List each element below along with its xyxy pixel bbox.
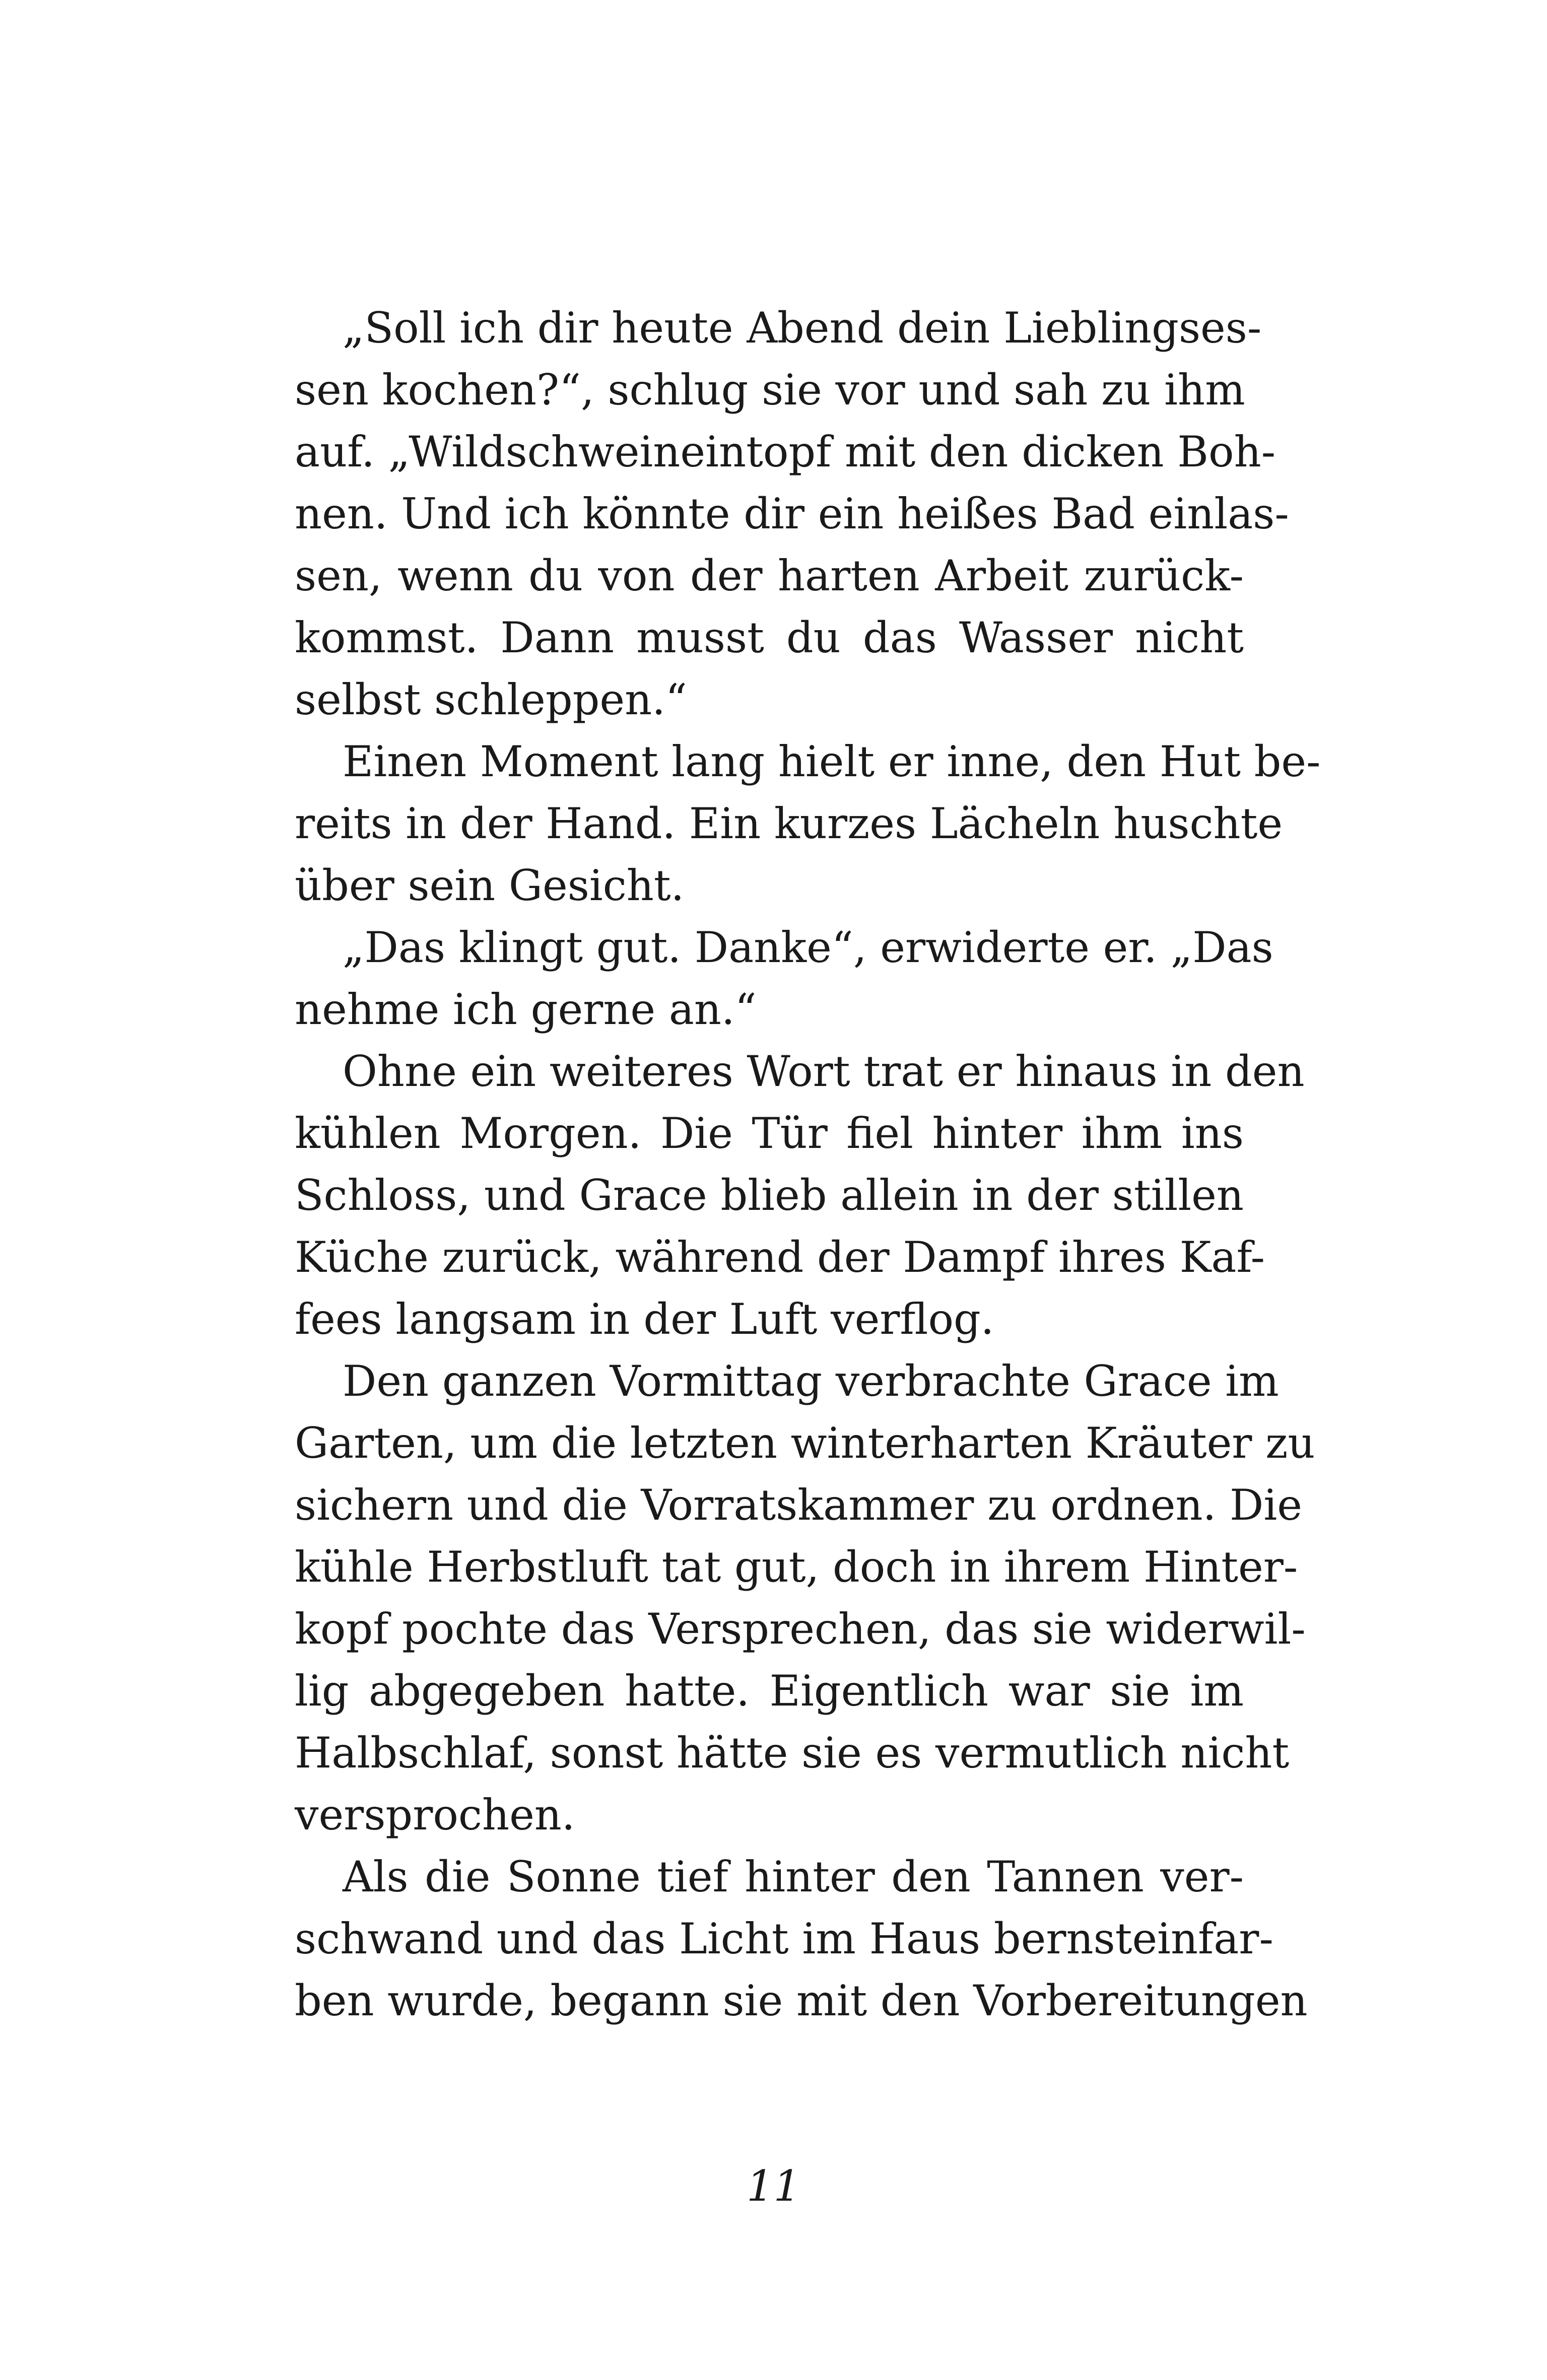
text-line: kommst. Dann musst du das Wasser nicht <box>295 613 1244 662</box>
text-line: Garten, um die letzten winterharten Kräuter zu <box>295 1418 1315 1468</box>
text-line: schwand und das Licht im Haus bernsteinfar- <box>295 1914 1273 1963</box>
text-line: kühle Herbstluft tat gut, doch in ihrem Hinter- <box>295 1542 1298 1592</box>
text-line: Halbschlaf, sonst hätte sie es vermutlich nicht <box>295 1728 1290 1778</box>
text-line: „Das klingt gut. Danke“, erwiderte er. „Das <box>343 923 1273 972</box>
text-line: Ohne ein weiteres Wort trat er hinaus in den <box>343 1047 1305 1096</box>
text-line: reits in der Hand. Ein kurzes Lächeln huschte <box>295 799 1283 848</box>
page-number: 11 <box>747 2161 800 2211</box>
text-line: fees langsam in der Luft verflog. <box>295 1295 994 1344</box>
text-line: über sein Gesicht. <box>295 861 685 910</box>
text-line: „Soll ich dir heute Abend dein Lieblingses- <box>343 303 1262 353</box>
text-line: lig abgegeben hatte. Eigentlich war sie im <box>295 1666 1244 1716</box>
text-line: Schloss, und Grace blieb allein in der stillen <box>295 1171 1244 1220</box>
text-line: ben wurde, begann sie mit den Vorbereitungen <box>295 1976 1308 2025</box>
text-line: nehme ich gerne an.“ <box>295 985 757 1034</box>
body-text <box>295 297 1321 2032</box>
text-line: Als die Sonne tief hinter den Tannen ver- <box>343 1852 1244 1901</box>
text-line: Einen Moment lang hielt er inne, den Hut be- <box>343 737 1321 786</box>
text-line: versprochen. <box>295 1790 575 1840</box>
text-line: auf. „Wildschweineintopf mit den dicken Boh- <box>295 427 1276 477</box>
text-line: sen kochen?“, schlug sie vor und sah zu ihm <box>295 365 1245 415</box>
text-line: kühlen Morgen. Die Tür fiel hinter ihm ins <box>295 1109 1244 1158</box>
text-line: Den ganzen Vormittag verbrachte Grace im <box>343 1356 1279 1406</box>
text-line: sen, wenn du von der harten Arbeit zurück- <box>295 551 1244 600</box>
text-line: nen. Und ich könnte dir ein heißes Bad einlas- <box>295 489 1289 538</box>
text-line: Küche zurück, während der Dampf ihres Kaf- <box>295 1233 1265 1282</box>
text-line: sichern und die Vorratskammer zu ordnen. Die <box>295 1480 1302 1530</box>
text-line: selbst schleppen.“ <box>295 675 687 724</box>
text-line: kopf pochte das Versprechen, das sie widerwil- <box>295 1604 1306 1654</box>
